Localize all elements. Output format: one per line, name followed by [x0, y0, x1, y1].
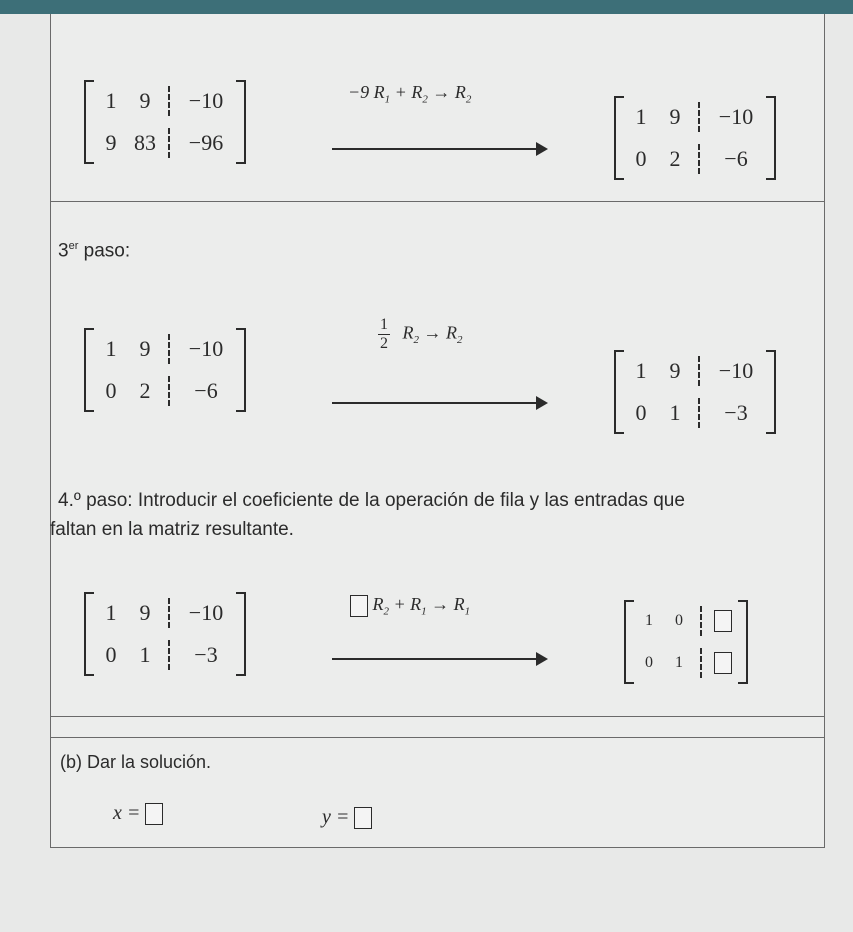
op-row: R — [411, 82, 423, 102]
section-divider — [50, 716, 825, 717]
x-answer-row — [113, 802, 163, 825]
matrix-entry: 0 — [635, 146, 647, 171]
coefficient-input[interactable] — [350, 595, 368, 617]
step4-instruction-cont: faltan en la matriz resultante. — [50, 519, 294, 540]
op-arrow: → — [431, 594, 450, 614]
matrix-entry: −3 — [724, 400, 748, 425]
op-row: R — [446, 322, 457, 343]
op-row-index: 2 — [465, 93, 472, 106]
matrix-step4-right — [624, 600, 748, 684]
fraction-denominator: 2 — [380, 335, 388, 352]
matrix-entry: 0 — [675, 612, 683, 629]
augment-separator — [700, 606, 702, 636]
augment-separator — [698, 102, 700, 132]
augment-separator — [698, 398, 700, 428]
matrix-entry: −3 — [194, 642, 218, 667]
row-operation-step2 — [348, 82, 471, 106]
op-row-index: 2 — [422, 93, 428, 106]
fraction-numerator: 1 — [380, 316, 388, 333]
step-number: 3 — [58, 240, 69, 262]
augment-separator — [700, 648, 702, 678]
y-answer-row — [322, 806, 372, 829]
matrix-step4-left — [84, 592, 246, 676]
augment-separator — [168, 86, 170, 116]
matrix-entry: 9 — [139, 600, 151, 625]
matrix-entry: 9 — [139, 336, 151, 361]
op-row: R — [453, 594, 465, 614]
matrix-step3-left — [84, 328, 246, 412]
matrix-entry: −10 — [188, 88, 224, 113]
matrix-entry: −96 — [188, 130, 224, 155]
augment-separator — [168, 598, 170, 628]
op-arrow: → — [423, 322, 442, 343]
matrix-entry: 1 — [645, 612, 653, 629]
x-input[interactable] — [145, 803, 163, 825]
op-row: R — [373, 82, 385, 102]
entry-input-row1[interactable] — [714, 610, 732, 632]
augment-separator — [168, 128, 170, 158]
op-row-index: 2 — [383, 605, 389, 618]
op-plus: + — [394, 82, 407, 102]
matrix-entry: 2 — [669, 146, 681, 171]
matrix-entry: 0 — [105, 642, 117, 667]
matrix-entry: 1 — [635, 358, 647, 383]
matrix-entry: 1 — [675, 654, 683, 671]
matrix-entry: −10 — [718, 358, 754, 383]
matrix-entry: 1 — [139, 642, 151, 667]
op-row-index: 2 — [457, 334, 463, 347]
matrix-entry: −10 — [188, 600, 224, 625]
step-ordinal: er — [68, 240, 79, 252]
op-row: R — [402, 322, 414, 343]
op-arrow: → — [432, 82, 451, 102]
matrix-entry: 1 — [105, 88, 117, 113]
op-row-index: 1 — [464, 605, 471, 618]
matrix-entry: 0 — [105, 378, 117, 403]
op-row: R — [372, 594, 384, 614]
matrix-entry: 9 — [669, 358, 681, 383]
matrix-entry: 0 — [645, 654, 653, 671]
augment-separator — [698, 356, 700, 386]
augment-separator — [698, 144, 700, 174]
matrix-entry: 1 — [669, 400, 681, 425]
matrix-entry: 83 — [134, 130, 156, 155]
section-divider — [50, 737, 825, 738]
matrix-entry: 1 — [105, 600, 117, 625]
matrix-entry: 9 — [139, 88, 151, 113]
op-row-index: 1 — [421, 605, 427, 618]
matrix-entry: −10 — [718, 104, 754, 129]
augment-separator — [168, 334, 170, 364]
y-input[interactable] — [354, 807, 372, 829]
matrix-entry: 9 — [105, 130, 117, 155]
part-b-label: (b) Dar la solución. — [60, 752, 212, 772]
matrix-entry: 0 — [635, 400, 647, 425]
op-coefficient: −9 — [348, 82, 370, 102]
x-label: x = — [113, 802, 141, 824]
y-label: y = — [322, 806, 350, 828]
transform-arrow — [332, 148, 546, 150]
op-row-index: 2 — [413, 334, 419, 347]
matrix-step3-right — [614, 350, 776, 434]
matrix-entry: 9 — [669, 104, 681, 129]
transform-arrow — [332, 658, 546, 660]
step3-label — [58, 240, 130, 262]
matrix-entry: 2 — [139, 378, 151, 403]
step4-instruction: 4.º paso: Introducir el coeficiente de la operación de fila y las entradas que — [58, 490, 685, 511]
op-plus: + — [393, 594, 406, 614]
matrix-entry: −6 — [724, 146, 748, 171]
matrix-entry: −10 — [188, 336, 224, 361]
transform-arrow — [332, 402, 546, 404]
augment-separator — [168, 640, 170, 670]
matrix-entry: 1 — [105, 336, 117, 361]
step-text: paso: — [83, 240, 131, 262]
matrix-step2-left — [84, 80, 246, 164]
row-operation-step4 — [350, 594, 470, 618]
row-operation-step3 — [378, 316, 463, 353]
op-row: R — [410, 594, 422, 614]
augment-separator — [168, 376, 170, 406]
matrix-entry: −6 — [194, 378, 218, 403]
op-row: R — [454, 82, 466, 102]
top-bar — [0, 0, 853, 14]
section-divider — [50, 201, 825, 202]
matrix-entry: 1 — [635, 104, 647, 129]
op-row-index: 1 — [384, 93, 391, 106]
entry-input-row2[interactable] — [714, 652, 732, 674]
op-fraction — [378, 316, 390, 353]
matrix-step2-right — [614, 96, 776, 180]
